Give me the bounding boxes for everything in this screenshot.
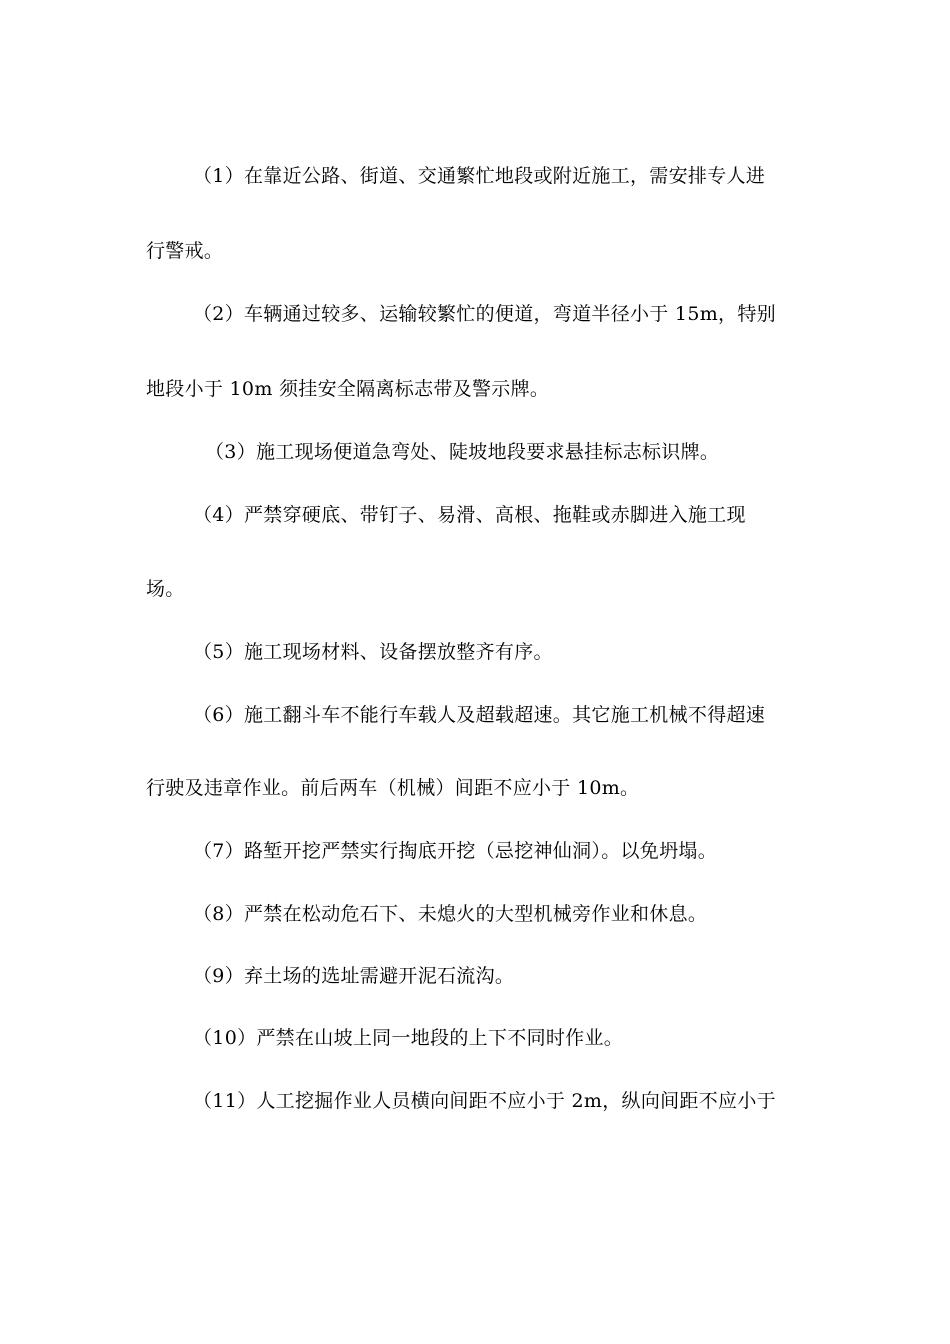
paragraph-7-line-1: （7）路堑开挖严禁实行掏底开挖（忌挖神仙洞）。以免坍塌。 xyxy=(193,840,717,862)
paragraph-2-line-2: 地段小于 10m 须挂安全隔离标志带及警示牌。 xyxy=(146,378,550,400)
paragraph-3-line-1: （3）施工现场便道急弯处、陡坡地段要求悬挂标志标识牌。 xyxy=(205,441,720,463)
paragraph-2-line-1: （2）车辆通过较多、运输较繁忙的便道，弯道半径小于 15m，特别 xyxy=(193,303,776,325)
paragraph-10-line-1: （10）严禁在山坡上同一地段的上下不同时作业。 xyxy=(193,1027,624,1049)
paragraph-4-line-1: （4）严禁穿硬底、带钉子、易滑、高根、拖鞋或赤脚进入施工现 xyxy=(193,504,746,526)
paragraph-4-line-2: 场。 xyxy=(146,578,185,600)
paragraph-6-line-1: （6）施工翻斗车不能行车载人及超载超速。其它施工机械不得超速 xyxy=(193,704,766,726)
paragraph-9-line-1: （9）弃土场的选址需避开泥石流沟。 xyxy=(193,965,515,987)
paragraph-5-line-1: （5）施工现场材料、设备摆放整齐有序。 xyxy=(193,641,553,663)
paragraph-11-line-1: （11）人工挖掘作业人员横向间距不应小于 2m，纵向间距不应小于 xyxy=(193,1090,776,1112)
paragraph-1-line-2: 行警戒。 xyxy=(146,240,224,262)
paragraph-1-line-1: （1）在靠近公路、街道、交通繁忙地段或附近施工，需安排专人进 xyxy=(193,165,766,187)
paragraph-6-line-2: 行驶及违章作业。前后两车（机械）间距不应小于 10m。 xyxy=(146,777,640,799)
paragraph-8-line-1: （8）严禁在松动危石下、未熄火的大型机械旁作业和休息。 xyxy=(193,903,708,925)
